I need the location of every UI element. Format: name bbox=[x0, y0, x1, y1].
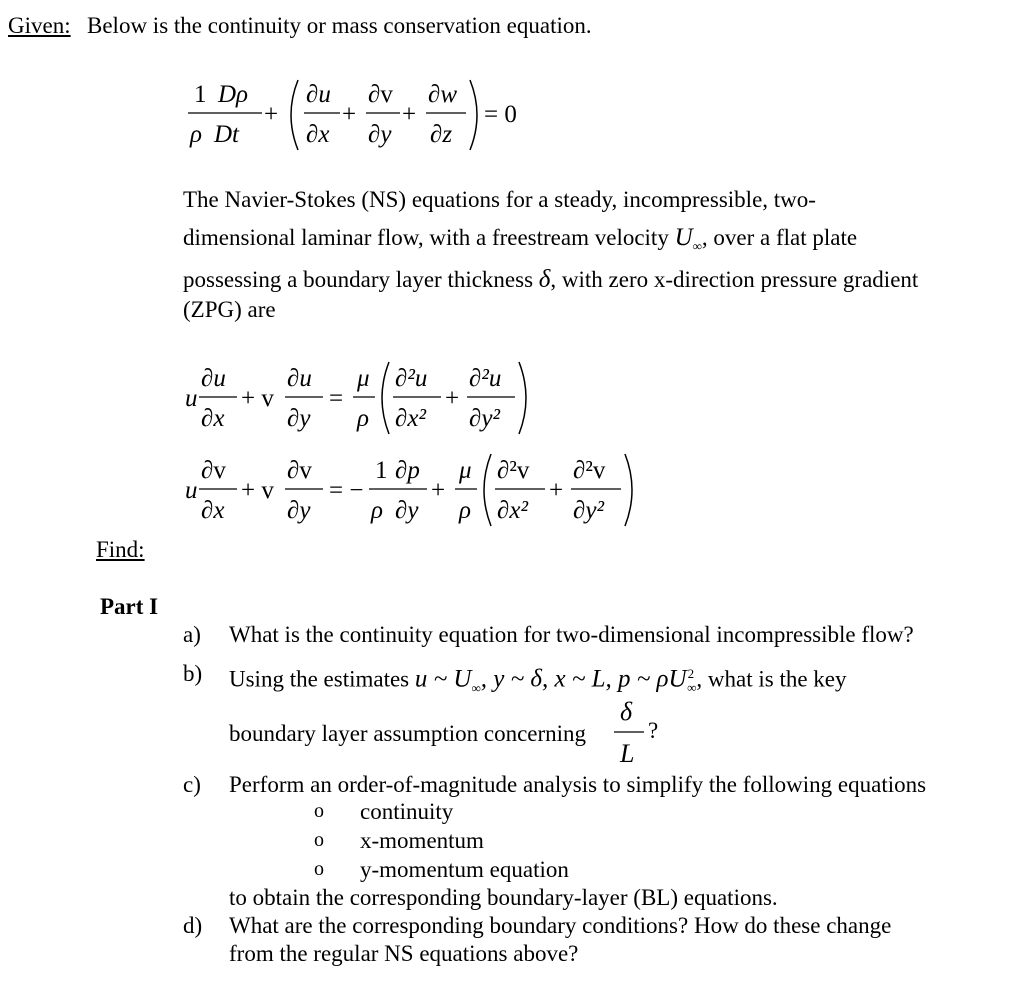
part-label: Part I bbox=[100, 594, 159, 619]
frac-q: ? bbox=[648, 718, 659, 743]
ym-dx2: ∂x² bbox=[497, 497, 528, 524]
ns-line-2-text: dimensional laminar flow, with a freestream velocity bbox=[183, 225, 669, 250]
q-d-label: d) bbox=[183, 913, 203, 938]
c-item-x-momentum: x-momentum bbox=[360, 828, 484, 853]
frac-num: δ bbox=[620, 697, 633, 726]
given-label: Given: bbox=[8, 13, 71, 38]
q-b-text: Using the estimates u ~ $U_\infty$, y ~ δ, x ~ L, p ~ $\rho U^2_\infty$, what is the key bbox=[229, 665, 847, 696]
ym-plus-2: + bbox=[549, 477, 564, 504]
ns-line-2 bbox=[183, 224, 857, 261]
ym-rho-2: ρ bbox=[459, 497, 471, 524]
xm-dx2: ∂x² bbox=[395, 405, 426, 432]
xm-rho: ρ bbox=[357, 405, 369, 432]
q-b-inf-1: ∞ bbox=[471, 680, 481, 696]
bullet: o bbox=[314, 858, 324, 880]
continuity-equation bbox=[180, 70, 520, 165]
xm-mu: μ bbox=[357, 365, 370, 392]
q-b-est2: , y ~ δ, x ~ L, p ~ ρU bbox=[480, 665, 687, 693]
delta-symbol: δ bbox=[538, 266, 551, 293]
q-d-line-2: from the regular NS equations above? bbox=[229, 941, 579, 966]
q-b-end: , what is the key bbox=[696, 666, 847, 692]
eq-plus-3: + bbox=[402, 101, 417, 128]
q-b-inf-2: ∞ bbox=[687, 680, 697, 696]
xm-dy: ∂y bbox=[287, 405, 311, 432]
eq-dy: ∂y bbox=[368, 121, 392, 148]
ym-dy2: ∂y² bbox=[573, 497, 604, 524]
eq-plus: + bbox=[264, 101, 279, 128]
frac-den: L bbox=[620, 739, 635, 768]
xm-d2u: ∂²u bbox=[395, 365, 428, 392]
delta-over-L-fraction bbox=[612, 692, 672, 777]
ns-line-4: (ZPG) are bbox=[183, 297, 276, 322]
eq-one: 1 bbox=[194, 81, 207, 108]
ym-d2v-2: ∂²v bbox=[573, 457, 606, 484]
bullet: o bbox=[314, 800, 324, 822]
eq-rho: ρ bbox=[190, 121, 202, 148]
y-momentum-equation bbox=[183, 450, 653, 535]
ym-d2v: ∂²v bbox=[497, 457, 530, 484]
ym-one: 1 bbox=[375, 457, 388, 484]
q-b-lead: Using the estimates bbox=[229, 666, 410, 692]
given-intro: Below is the continuity or mass conservation equation. bbox=[87, 13, 592, 38]
xm-du: ∂u bbox=[201, 365, 226, 392]
ym-rho: ρ bbox=[371, 497, 383, 524]
xm-dy2: ∂y² bbox=[469, 405, 500, 432]
ym-dp: ∂p bbox=[395, 457, 420, 484]
q-d-text: What are the corresponding boundary conditions? How do these change bbox=[229, 913, 892, 938]
freestream-U: U bbox=[674, 224, 693, 251]
q-b-line-2: boundary layer assumption concerning bbox=[229, 721, 587, 746]
ym-u: u bbox=[185, 477, 198, 504]
ym-plus: + bbox=[431, 477, 446, 504]
ym-dx: ∂x bbox=[201, 497, 225, 524]
eq-rhs: = 0 bbox=[484, 101, 517, 128]
xm-plus: + bbox=[445, 385, 460, 412]
xm-d2u-2: ∂²u bbox=[469, 365, 502, 392]
q-c-end: to obtain the corresponding boundary-layer (BL) equations. bbox=[229, 885, 778, 910]
q-c-text: Perform an order-of-magnitude analysis to simplify the following equations bbox=[229, 772, 927, 797]
ym-dv: ∂v bbox=[201, 457, 226, 484]
c-item-y-momentum: y-momentum equation bbox=[360, 857, 569, 882]
ym-plus-v: + v bbox=[241, 477, 274, 504]
ym-dv-2: ∂v bbox=[287, 457, 312, 484]
ym-mu: μ bbox=[459, 457, 472, 484]
inf-sub: ∞ bbox=[692, 238, 702, 254]
q-c-label: c) bbox=[183, 772, 201, 797]
eq-dz: ∂z bbox=[430, 121, 453, 148]
xm-u: u bbox=[185, 385, 198, 412]
c-item-continuity: continuity bbox=[360, 799, 454, 824]
ym-dy-2: ∂y bbox=[395, 497, 419, 524]
x-momentum-equation bbox=[183, 358, 543, 443]
eq-drho: Dρ bbox=[218, 81, 249, 108]
q-a-text: What is the continuity equation for two-dimensional incompressible flow? bbox=[229, 622, 914, 647]
eq-plus-2: + bbox=[342, 101, 357, 128]
q-b-label: b) bbox=[183, 661, 203, 686]
xm-eq: = bbox=[329, 385, 344, 412]
eq-dt: Dt bbox=[214, 121, 239, 148]
eq-dw: ∂w bbox=[428, 81, 458, 108]
q-a-label: a) bbox=[183, 622, 201, 647]
ns-line-1: The Navier-Stokes (NS) equations for a steady, incompressible, two- bbox=[183, 187, 816, 212]
ym-dy: ∂y bbox=[287, 497, 311, 524]
xm-du-2: ∂u bbox=[287, 365, 312, 392]
ns-line-3-end: , with zero x-direction pressure gradient bbox=[550, 267, 919, 292]
eq-dx: ∂x bbox=[306, 121, 330, 148]
xm-plus-v: + v bbox=[241, 385, 274, 412]
ns-line-3 bbox=[183, 266, 918, 294]
ns-line-3-text: possessing a boundary layer thickness bbox=[183, 267, 534, 292]
eq-dv: ∂v bbox=[368, 81, 393, 108]
eq-du: ∂u bbox=[306, 81, 331, 108]
find-label: Find: bbox=[96, 537, 145, 562]
ym-eq: = − bbox=[329, 477, 364, 504]
xm-dx: ∂x bbox=[201, 405, 225, 432]
ns-line-2-end: , over a flat plate bbox=[701, 225, 858, 250]
bullet: o bbox=[314, 829, 324, 851]
q-b-est1: u ~ U bbox=[414, 665, 472, 693]
